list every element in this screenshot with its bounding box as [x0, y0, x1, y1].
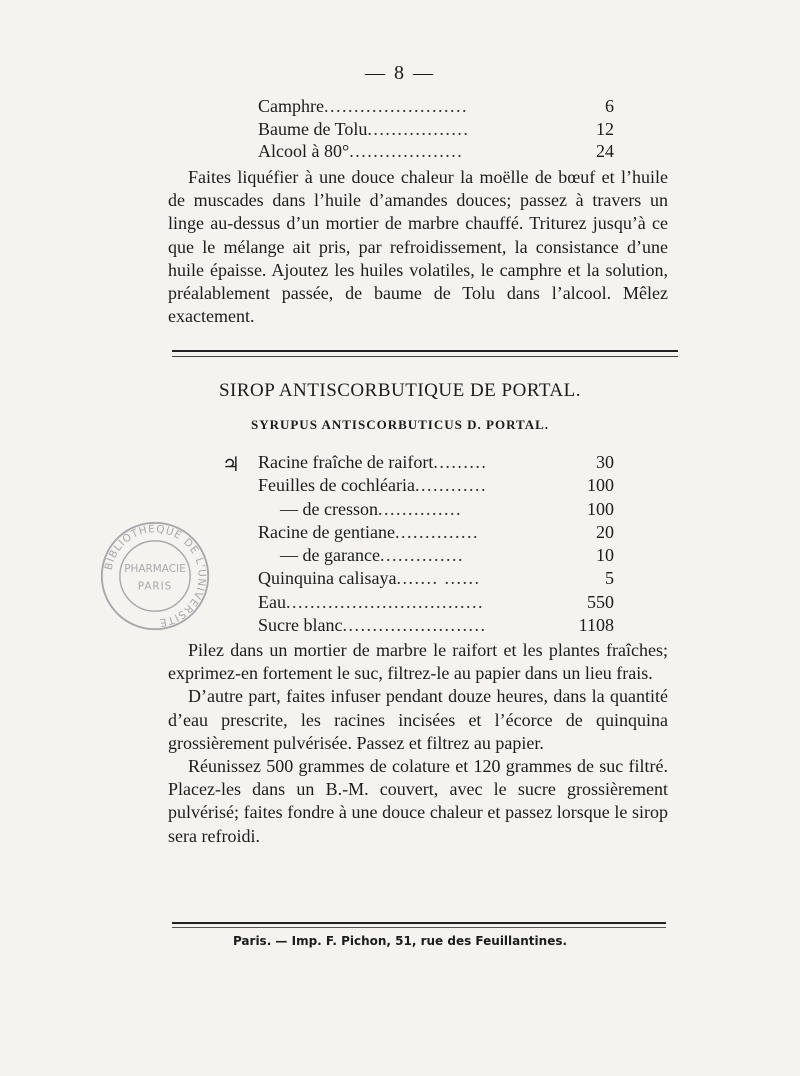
ingredient-quantity: 12 — [596, 118, 614, 139]
ingredient-row — [258, 591, 614, 614]
paragraph: Réunissez 500 grammes de colature et 120 grammes de suc filtré. Placez-les dans un B.-M. couvert, avec le sucre grossièrement pulvérisé; faites fondre à une douce chaleur et passez lorsque le sirop sera refroidi. — [168, 756, 668, 846]
ingredient-row — [258, 95, 614, 118]
paragraph: Faites liquéfier à une douce chaleur la moëlle de bœuf et l’huile de muscades dans l’huile d’amandes douces; passez à travers un linge au-dessus d’un mortier de marbre chauffé. Triturez jusqu’à ce que le mélange ait pris, par refroidissement, la consistance d’une huile épaisse. Ajoutez les huiles volatiles, le camphre et la solution, préalablement passée, de baume de Tolu dans l’alcool. Mêlez exactement. — [168, 167, 668, 327]
ingredient-row — [258, 614, 614, 637]
ingredient-quantity: 100 — [587, 475, 614, 496]
ingredient-row — [258, 474, 614, 497]
leader-dots: ................................. — [285, 591, 484, 612]
paragraph: Pilez dans un mortier de marbre le raifort et les plantes fraîches; exprimez-en fortement le suc, filtrez-le au papier dans un lieu frais. — [168, 640, 668, 684]
stamp-center-top: PHARMACIE — [124, 563, 186, 576]
library-stamp — [98, 519, 212, 633]
leader-dots: ....... ...... — [396, 568, 481, 589]
leader-dots: ......... — [433, 452, 488, 472]
leader-dots: ................. — [367, 118, 470, 139]
leader-dots: ............ — [414, 475, 487, 496]
ingredient-name: Eau — [258, 591, 286, 612]
leader-dots: ................... — [349, 141, 464, 161]
ingredient-name: Quinquina calisaya — [258, 568, 397, 589]
ingredient-quantity: 10 — [596, 545, 614, 566]
ingredient-row — [258, 451, 614, 474]
stamp-center-bottom: PARIS — [137, 580, 173, 593]
leader-dots: ........................ — [342, 615, 487, 636]
ingredient-row — [258, 521, 614, 544]
ingredient-quantity: 550 — [587, 591, 614, 612]
ingredient-name: Racine fraîche de raifort — [258, 452, 434, 472]
ingredient-name: Sucre blanc — [258, 615, 343, 636]
ingredient-list-top — [258, 95, 614, 163]
page-number: — 8 — — [365, 62, 435, 84]
leader-dots: ........................ — [323, 96, 468, 116]
ingredient-quantity: 100 — [587, 498, 614, 519]
ingredient-name: Racine de gentiane — [258, 521, 395, 542]
ingredient-row — [258, 118, 614, 141]
ingredient-quantity: 1108 — [578, 615, 614, 636]
ingredient-name: Feuilles de cochléaria — [258, 475, 415, 496]
section-divider — [172, 350, 678, 357]
leader-dots: .............. — [379, 545, 464, 566]
recipe-symbol: ♃ — [222, 454, 240, 476]
section-subtitle: SYRUPUS ANTISCORBUTICUS D. PORTAL. — [250, 417, 550, 432]
ingredient-row — [258, 567, 614, 590]
ingredient-list-main — [258, 451, 614, 637]
ingredient-row — [258, 140, 614, 163]
ingredient-quantity: 6 — [605, 96, 614, 116]
ingredient-quantity: 5 — [605, 568, 614, 589]
ingredient-quantity: 20 — [596, 521, 614, 542]
leader-dots: .............. — [377, 498, 462, 519]
ingredient-row — [258, 498, 614, 521]
paragraph: D’autre part, faites infuser pendant douze heures, dans la quantité d’eau prescrite, les racines incisées et l’écorce de quinquina grossièrement pulvérisée. Passez et filtrez au papier. — [168, 686, 668, 753]
ingredient-name: — de garance — [280, 545, 380, 566]
leader-dots: .............. — [394, 521, 479, 542]
footer-divider — [172, 922, 666, 928]
ingredient-row — [258, 544, 614, 567]
printer-imprint: Paris. — Imp. F. Pichon, 51, rue des Feuillantines. — [232, 934, 568, 948]
ingredient-quantity: 30 — [596, 452, 614, 472]
ingredient-quantity: 24 — [596, 141, 614, 161]
instructions-top — [168, 166, 668, 328]
ingredient-name: — de cresson — [280, 498, 378, 519]
ingredient-name: Camphre — [258, 96, 324, 116]
ingredient-name: Alcool à 80° — [258, 141, 350, 161]
stamp-ring-text: BIBLIOTHÈQUE DE L'UNIVERSITÉ — [102, 523, 208, 629]
section-title: SIROP ANTISCORBUTIQUE DE PORTAL. — [218, 380, 582, 401]
ingredient-name: Baume de Tolu — [258, 118, 368, 139]
instructions-main — [168, 639, 668, 848]
